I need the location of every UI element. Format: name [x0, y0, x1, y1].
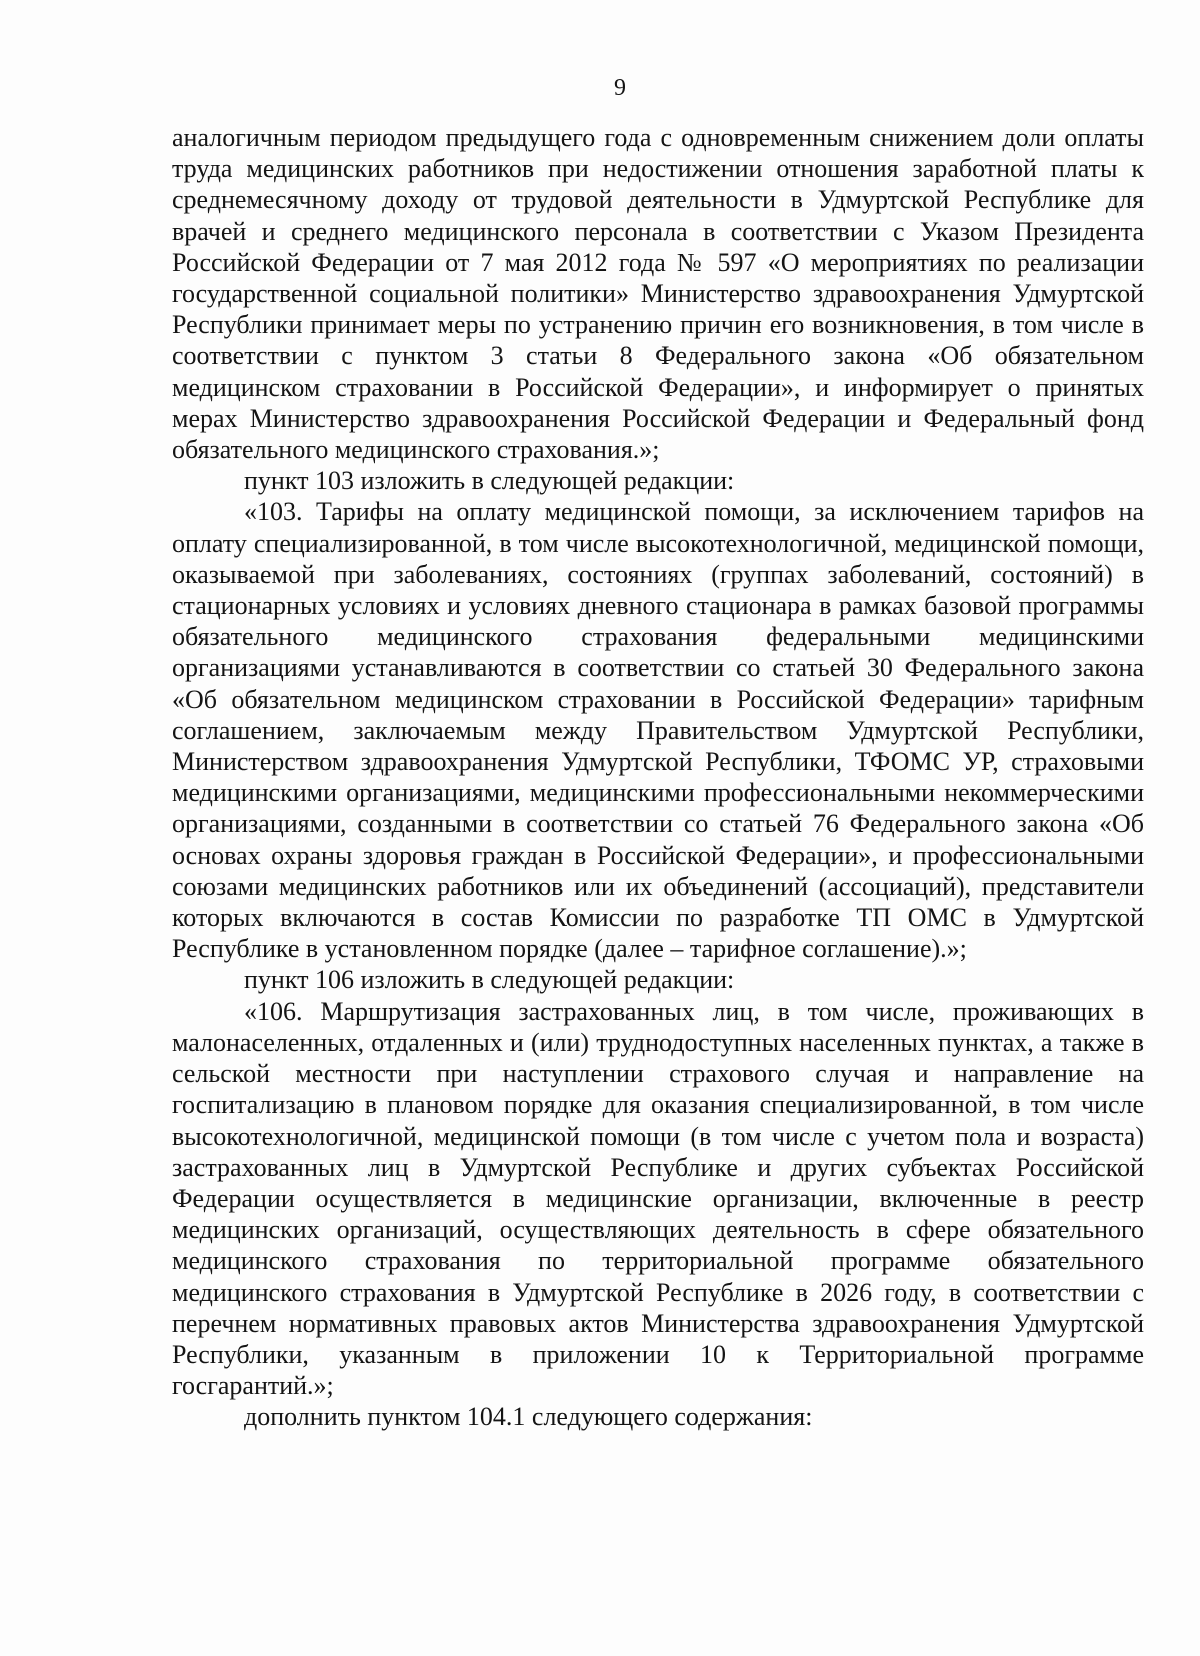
paragraph-instruction-106: пункт 106 изложить в следующей редакции: [244, 965, 735, 995]
paragraph-continuation: аналогичным периодом предыдущего года с одновременным снижением доли оплаты труда медицинских работников при недостижении отношения заработной платы к среднемесячному доходу от трудовой деятельности в Удмуртской Республике для врачей и среднего медицинского персонала в соответствии с Указом Президента Российской Федерации от 7 мая 2012 года № 597 «О мероприятиях по реализации государственной социальной политики» Министерство здравоохранения Удмуртской Республики принимает меры по устранению причин его возникновения, в том числе в соответствии с пунктом 3 статьи 8 Федерального закона «Об обязательном медицинском страховании в Российской Федерации», и информирует о принятых мерах Министерство здравоохранения Российской Федерации и Федеральный фонд обязательного медицинского страхования.»; [172, 123, 1144, 465]
page-number: 9 [614, 75, 626, 101]
paragraph-instruction-103: пункт 103 изложить в следующей редакции: [244, 466, 735, 496]
paragraph-item-106: «106. Маршрутизация застрахованных лиц, в том числе, проживающих в малонаселенных, отдаленных и (или) труднодоступных населенных пунктах, а также в сельской местности при наступлении страхового случая и направление на госпитализацию в плановом порядке для оказания специализированной, в том числе высокотехнологичной, медицинской помощи (в том числе с учетом пола и возраста) застрахованных лиц в Удмуртской Республике и других субъектах Российской Федерации осуществляется в медицинские организации, включенные в реестр медицинских организаций, осуществляющих деятельность в сфере обязательного медицинского страхования по территориальной программе обязательного медицинского страхования в Удмуртской Республике в 2026 году, в соответствии с перечнем нормативных правовых актов Министерства здравоохранения Удмуртской Республики, указанным в приложении 10 к Территориальной программе госгарантий.»; [172, 996, 1144, 1401]
paragraph-item-103: «103. Тарифы на оплату медицинской помощи, за исключением тарифов на оплату специализированной, в том числе высокотехнологичной, медицинской помощи, оказываемой при заболеваниях, состояниях (группах заболеваний, состояний) в стационарных условиях и условиях дневного стационара в рамках базовой программы обязательного медицинского страхования федеральными медицинскими организациями устанавливаются в соответствии со статьей 30 Федерального закона «Об обязательном медицинском страховании в Российской Федерации» тарифным соглашением, заключаемым между Правительством Удмуртской Республики, Министерством здравоохранения Удмуртской Республики, ТФОМС УР, страховыми медицинскими организациями, медицинскими профессиональными некоммерческими организациями, созданными в соответствии со статьей 76 Федерального закона «Об основах охраны здоровья граждан в Российской Федерации», и профессиональными союзами медицинских работников или их объединений (ассоциаций), представители которых включаются в состав Комиссии по разработке ТП ОМС в Удмуртской Республике в установленном порядке (далее – тарифное соглашение).»; [172, 497, 1144, 964]
paragraph-instruction-104-1: дополнить пунктом 104.1 следующего содержания: [244, 1402, 813, 1432]
document-body [172, 122, 1144, 1433]
